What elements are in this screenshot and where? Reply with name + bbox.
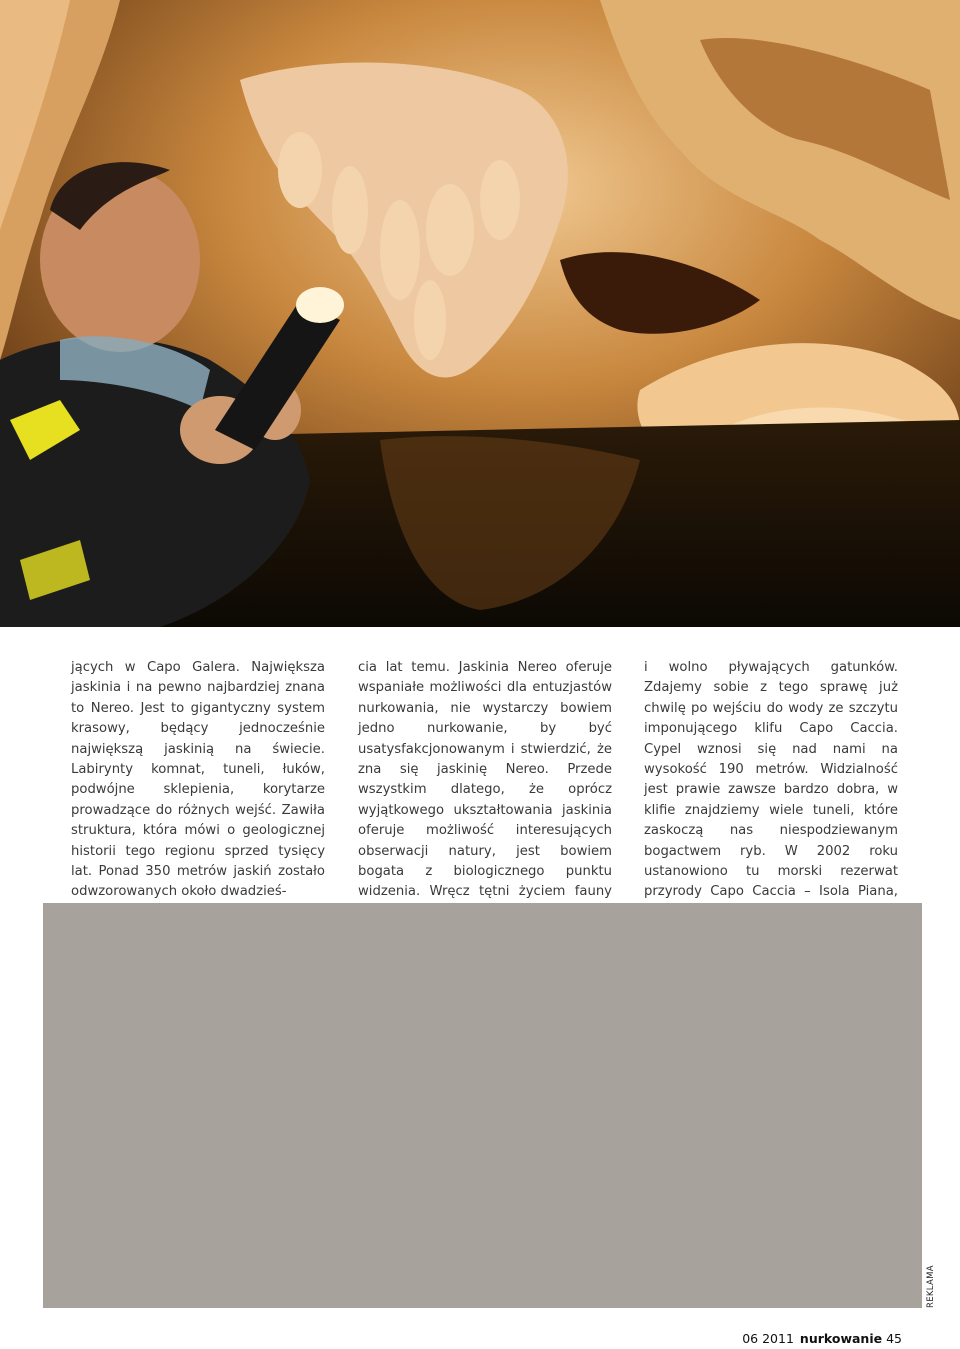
torch-light	[296, 287, 344, 323]
page-footer	[742, 1331, 902, 1346]
page-number: 45	[886, 1331, 902, 1346]
column-1-text: jących w Capo Galera. Największa jaskinia i na pewno najbardziej znana to Nereo. Jest to gigantyczny system krasowy, będący jednocześnie największą jaskinią na świecie. Labirynty komnat, tuneli, łuków, podwójne sklepienia, korytarze prowadzące do różnych wejść. Zawiła struktura, która mówi o geologicznej historii tego regionu sprzed tysięcy lat. Ponad 350 metrów jaskiń zostało odwzorowanych około dwadzieś-	[71, 660, 325, 900]
advertisement-label: REKLAMA	[926, 1265, 936, 1308]
cave-diver-photo	[0, 0, 960, 627]
article-column-2	[358, 658, 612, 923]
article-column-1	[71, 658, 325, 903]
article-column-3	[644, 658, 898, 923]
advertisement-placeholder	[43, 903, 922, 1308]
column-2-text: cia lat temu. Jaskinia Nereo oferuje wspaniałe możliwości dla entuzjastów nurkowania, nie wystarczy bowiem jedno nurkowanie, by być usatysfakcjonowanym i stwierdzić, że zna się jaskinię Nereo. Przede wszystkim dlatego, że oprócz wyjątkowego ukształtowania jaskinia oferuje możliwość interesujących obserwacji natury, jest bowiem bogata z biologicznego punktu widzenia. Wręcz tętni życiem fauny	[358, 660, 612, 900]
magazine-name: nurkowanie	[799, 1331, 883, 1346]
column-3-text: i wolno pływających gatunków. Zdajemy sobie z tego sprawę już chwilę po wejściu do wody ze szczytu imponującego klifu Capo Caccia. Cypel wznosi się nad nami na wysokość 190 metrów. Widzialność jest prawie zawsze bardzo dobra, w klifie znajdziemy wiele tuneli, które zaskoczą nas niespodziewanym bogactwem ryb. W 2002 roku ustanowiono tu morski rezerwat przyrody Capo Caccia – Isola Piana,	[644, 660, 898, 900]
cave-photo-illustration	[0, 0, 960, 627]
issue-number: 06 2011	[742, 1331, 794, 1346]
